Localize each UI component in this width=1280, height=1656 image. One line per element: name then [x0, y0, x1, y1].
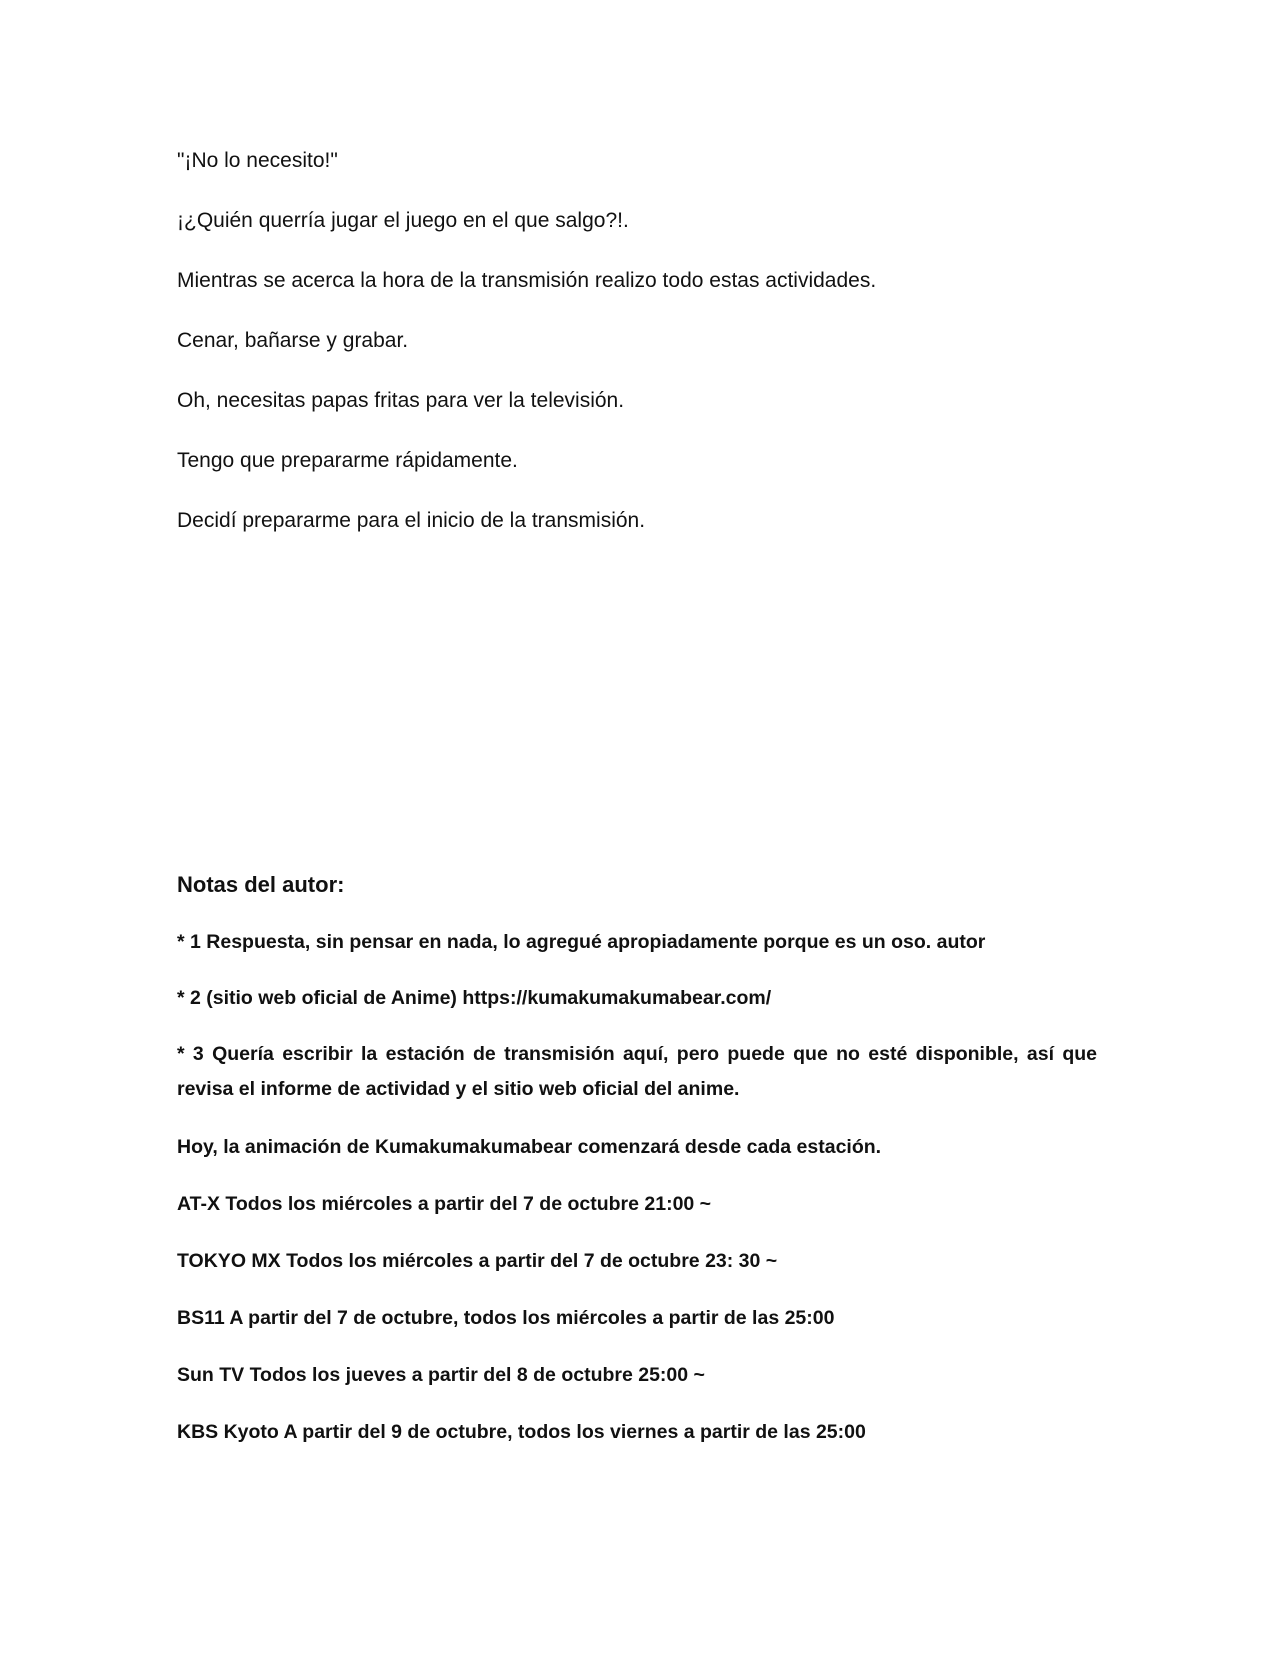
author-note: * 2 (sitio web oficial de Anime) https://kumakumakumabear.com/ — [177, 987, 772, 1009]
story-paragraph: Oh, necesitas papas fritas para ver la televisión. — [177, 389, 625, 412]
story-paragraph: Mientras se acerca la hora de la transmisión realizo todo estas actividades. — [177, 269, 877, 292]
broadcast-schedule-item: BS11 A partir del 7 de octubre, todos los miércoles a partir de las 25:00 — [177, 1307, 835, 1329]
broadcast-schedule-item: AT-X Todos los miércoles a partir del 7 de octubre 21:00 ~ — [177, 1193, 712, 1215]
broadcast-schedule-item: Sun TV Todos los jueves a partir del 8 de octubre 25:00 ~ — [177, 1364, 705, 1386]
story-paragraph: Tengo que prepararme rápidamente. — [177, 449, 518, 472]
broadcast-schedule-item: KBS Kyoto A partir del 9 de octubre, todos los viernes a partir de las 25:00 — [177, 1421, 866, 1443]
story-paragraph: "¡No lo necesito!" — [177, 149, 338, 172]
author-notes-heading: Notas del autor: — [177, 872, 345, 897]
story-paragraph: Cenar, bañarse y grabar. — [177, 329, 409, 352]
story-paragraph: Decidí prepararme para el inicio de la transmisión. — [177, 509, 646, 532]
author-note: Hoy, la animación de Kumakumakumabear comenzará desde cada estación. — [177, 1136, 882, 1158]
author-note: * 1 Respuesta, sin pensar en nada, lo agregué apropiadamente porque es un oso. autor — [177, 931, 986, 953]
author-note: * 3 Quería escribir la estación de transmisión aquí, pero puede que no esté disponible, así que revisa el informe de actividad y el sitio web oficial del anime. — [177, 1043, 1097, 1100]
story-paragraph: ¡¿Quién querría jugar el juego en el que salgo?!. — [177, 209, 629, 232]
broadcast-schedule-item: TOKYO MX Todos los miércoles a partir del 7 de octubre 23: 30 ~ — [177, 1250, 778, 1272]
